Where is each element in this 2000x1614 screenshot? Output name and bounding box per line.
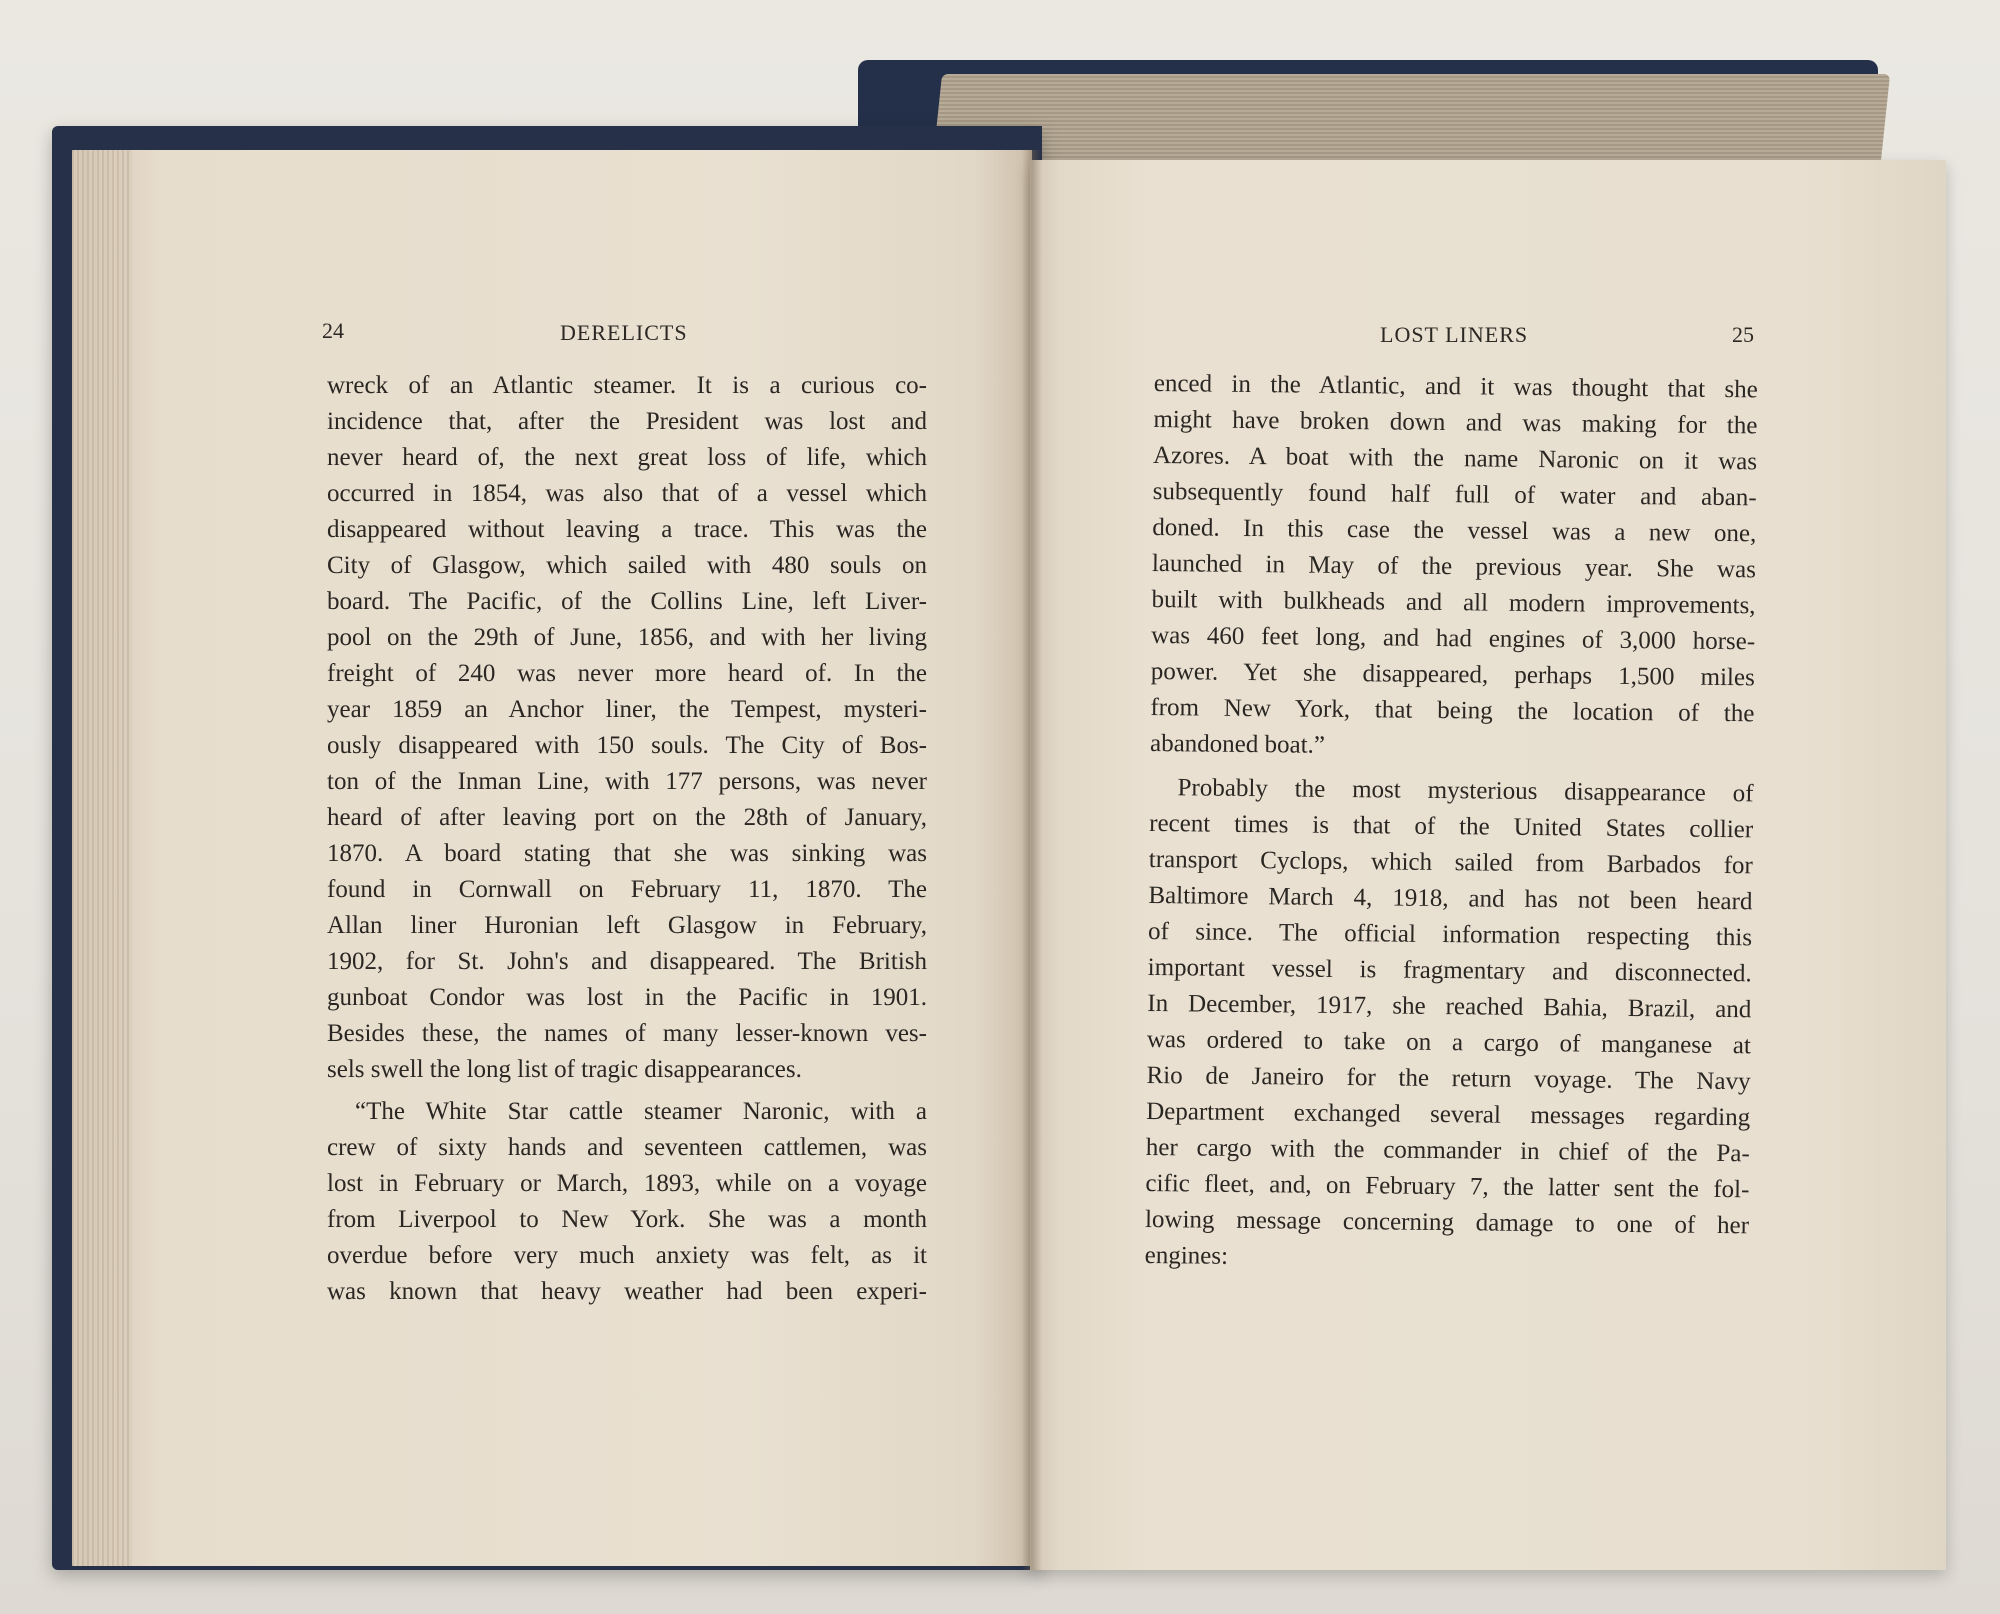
- text-line: Azores. A boat with the name Naronic on it was: [1152, 441, 1758, 476]
- book-gutter: [1022, 150, 1042, 1570]
- text-line: Department exchanged several messages regarding: [1146, 1097, 1751, 1132]
- text-line: heard of after leaving port on the 28th of January,: [327, 804, 927, 831]
- text-line: 1902, for St. John's and disappeared. The British: [327, 948, 927, 975]
- left-page-number: 24: [322, 318, 344, 343]
- text-line: Rio de Janeiro for the return voyage. The Navy: [1146, 1061, 1751, 1096]
- text-line: Besides these, the names of many lesser-known ves-: [327, 1020, 927, 1047]
- text-line: In December, 1917, she reached Bahia, Brazil, and: [1147, 989, 1752, 1024]
- text-line: pool on the 29th of June, 1856, and with her living: [327, 624, 927, 651]
- text-line: crew of sixty hands and seventeen cattlemen, was: [327, 1134, 927, 1161]
- text-line: power. Yet she disappeared, perhaps 1,500 miles: [1150, 657, 1755, 692]
- text-line: abandoned boat.”: [1149, 729, 1326, 759]
- text-line: from Liverpool to New York. She was a month: [327, 1206, 927, 1233]
- text-line: of since. The official information respecting this: [1147, 917, 1753, 952]
- text-line: 1870. A board stating that she was sinking was: [327, 840, 927, 867]
- text-line: was known that heavy weather had been experi-: [327, 1278, 927, 1305]
- text-line: wreck of an Atlantic steamer. It is a curious co-: [327, 372, 927, 399]
- text-line: “The White Star cattle steamer Naronic, with a: [355, 1098, 927, 1125]
- text-line: recent times is that of the United States collier: [1149, 809, 1754, 844]
- text-line: doned. In this case the vessel was a new one,: [1152, 513, 1757, 548]
- text-line: from New York, that being the location of the: [1150, 693, 1755, 728]
- right-page-text: [1144, 366, 1757, 1280]
- text-line: was 460 feet long, and had engines of 3,000 horse-: [1151, 621, 1756, 656]
- text-line: subsequently found half full of water and aban-: [1152, 477, 1757, 512]
- text-line: launched in May of the previous year. She was: [1151, 549, 1757, 584]
- text-line: engines:: [1144, 1241, 1229, 1270]
- left-page-edges: [72, 150, 132, 1566]
- text-line: disappeared without leaving a trace. This was the: [327, 516, 927, 543]
- text-line: gunboat Condor was lost in the Pacific in 1901.: [327, 984, 927, 1011]
- text-line: Allan liner Huronian left Glasgow in February,: [327, 912, 927, 939]
- text-line: incidence that, after the President was lost and: [327, 408, 927, 435]
- text-line: ton of the Inman Line, with 177 persons, was never: [327, 768, 927, 795]
- page-block-top-edge: [932, 74, 1890, 170]
- text-line: Baltimore March 4, 1918, and has not been heard: [1148, 881, 1753, 916]
- text-line: enced in the Atlantic, and it was thought that she: [1153, 369, 1758, 404]
- text-line: might have broken down and was making for the: [1153, 405, 1758, 440]
- text-line: freight of 240 was never more heard of. In the: [327, 660, 927, 687]
- left-page-text: [327, 368, 927, 1310]
- text-line: found in Cornwall on February 11, 1870. The: [327, 876, 927, 903]
- text-line: sels swell the long list of tragic disappearances.: [327, 1056, 802, 1083]
- right-running-head: LOST LINERS: [1380, 322, 1529, 347]
- text-line: was ordered to take on a cargo of manganese at: [1146, 1025, 1752, 1060]
- text-line: board. The Pacific, of the Collins Line, left Liver-: [327, 588, 927, 615]
- text-line: her cargo with the commander in chief of the Pa-: [1145, 1133, 1750, 1168]
- text-line: lowing message concerning damage to one of her: [1144, 1205, 1750, 1240]
- text-line: never heard of, the next great loss of life, which: [327, 444, 927, 471]
- left-running-head: DERELICTS: [560, 320, 688, 345]
- text-line: City of Glasgow, which sailed with 480 souls on: [327, 552, 927, 579]
- text-line: transport Cyclops, which sailed from Barbados for: [1148, 845, 1753, 880]
- text-line: occurred in 1854, was also that of a vessel which: [327, 480, 927, 507]
- text-line: built with bulkheads and all modern improvements,: [1151, 585, 1756, 620]
- text-line: cific fleet, and, on February 7, the latter sent the fol-: [1145, 1169, 1750, 1204]
- text-line: lost in February or March, 1893, while on a voyage: [327, 1170, 927, 1197]
- text-line: Probably the most mysterious disappearance of: [1177, 774, 1754, 808]
- text-line: year 1859 an Anchor liner, the Tempest, mysteri-: [327, 696, 927, 723]
- text-line: important vessel is fragmentary and disconnected.: [1147, 953, 1752, 988]
- right-page-number: 25: [1732, 322, 1754, 347]
- text-line: overdue before very much anxiety was felt, as it: [327, 1242, 927, 1269]
- text-line: ously disappeared with 150 souls. The City of Bos-: [327, 732, 927, 759]
